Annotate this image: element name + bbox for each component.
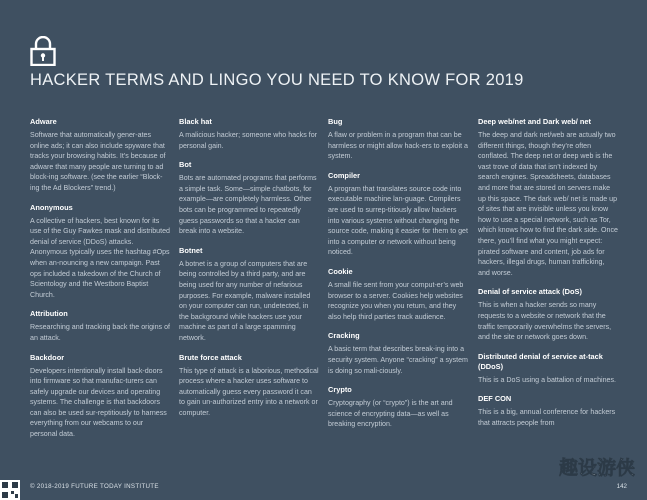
term-name: Cracking xyxy=(328,331,360,341)
glossary-column-2 xyxy=(179,117,319,427)
term-definition: A flaw or problem in a program that can be harmless or might allow hack-ers to exploit a system. xyxy=(328,131,468,161)
term-name: Compiler xyxy=(328,170,361,180)
glossary-entry-cookie xyxy=(328,267,468,322)
term-name: Botnet xyxy=(179,245,203,255)
glossary-entry-cracking xyxy=(328,331,468,376)
glossary-entry-backdoor xyxy=(30,353,170,440)
glossary-column-1 xyxy=(30,117,170,449)
term-definition: This type of attack is a laborious, methodical process where a hacker uses software to automatically guess every password it can to gain un-authorized entry into a network or computer. xyxy=(179,366,319,417)
term-name: DEF CON xyxy=(478,394,512,404)
glossary-column-4 xyxy=(478,117,618,437)
glossary-entry-adware xyxy=(30,117,170,194)
glossary-entry-brute-force-attack xyxy=(179,353,319,419)
term-name: Attribution xyxy=(30,309,68,319)
term-name: Backdoor xyxy=(30,352,65,362)
term-definition: A program that translates source code into executable machine lan-guage. Compilers are used to surrep-titiously allow hackers into various systems without changing the source code, making it easier for them to get into a computer or network without being noticed. xyxy=(328,184,468,257)
page-title: HACKER TERMS AND LINGO YOU NEED TO KNOW FOR 2019 xyxy=(30,71,524,89)
glossary-entry-bug xyxy=(328,117,468,162)
glossary-entry-attribution xyxy=(30,309,170,343)
term-name: Anonymous xyxy=(30,202,73,212)
term-definition: Software that automatically gener-ates online ads; it can also include spyware that tracks your browsing habits. It’s because of adware that many people are turning to ad block-ing software. (see the earlier “Block-ing the Ad Blockers” trend.) xyxy=(30,131,166,192)
watermark-text: 趣设游侠 xyxy=(558,457,635,479)
term-name: Brute force attack xyxy=(179,352,242,362)
glossary-entry-compiler xyxy=(328,171,468,258)
term-definition: This is a DoS using a battalion of machines. xyxy=(478,375,617,384)
term-name: Cookie xyxy=(328,266,353,276)
lock-icon xyxy=(30,36,56,66)
page-footer xyxy=(0,476,647,500)
glossary-entry-dos xyxy=(478,287,618,342)
glossary-entry-bot xyxy=(179,160,319,237)
glossary-entry-black-hat xyxy=(179,117,319,151)
term-name: Black hat xyxy=(179,117,212,126)
term-name: Bug xyxy=(328,117,343,126)
term-definition: A malicious hacker; someone who hacks for personal gain. xyxy=(179,131,317,150)
term-definition: Cryptography (or “crypto”) is the art and science of encrypting data—as well as breaking encryption. xyxy=(328,399,453,429)
glossary-entry-deep-dark-web xyxy=(478,117,618,278)
term-definition: Researching and tracking back the origins of an attack. xyxy=(30,323,170,342)
term-definition: A botnet is a group of computers that are being controlled by a third party, and are being used for any number of nefarious purposes. For example, malware installed on your computer can run, undetected, in the background while hackers use your machine as part of a large spamming network. xyxy=(179,259,311,342)
glossary-entry-botnet xyxy=(179,246,319,344)
glossary-entry-def-con xyxy=(478,394,618,428)
term-name: Distributed denial of service at-tack (DDoS) xyxy=(478,351,603,371)
term-definition: This is when a hacker sends so many requests to a website or network that the traffic temporarily overwhelms the servers, and the site or network goes down. xyxy=(478,301,612,342)
term-name: Adware xyxy=(30,117,57,126)
term-definition: This is a big, annual conference for hackers that attracts people from xyxy=(478,408,616,427)
glossary-entry-ddos xyxy=(478,352,618,386)
term-definition: A small file sent from your comput-er’s web browser to a server. Cookies help websites recognize you when you return, and they also help third parties track audience. xyxy=(328,280,464,321)
term-definition: A basic term that describes break-ing into a security system. Anyone “cracking” a system is doing so mali-ciously. xyxy=(328,345,468,375)
glossary-entry-crypto xyxy=(328,385,468,430)
term-definition: The deep and dark net/web are actually two different things, though they’re often conflated. The deep net or deep web is the vast trove of data that isn’t indexed by search engines. Spreadsheets, databases and more that are stored on servers make up this space. The dark web/ net is made up of sites that are invisible unless you know how to use a special network, such as Tor, which knows how to find the dark side. Once there, you’ll find what you might expect: pirated software and content, job ads for hackers, illegal drugs, human trafficking, and worse. xyxy=(478,131,618,277)
term-name: Deep web/net and Dark web/ net xyxy=(478,117,591,126)
term-definition: A collective of hackers, best known for its use of the Guy Fawkes mask and distributed denial of service (DDoS) attacks. Anonymous typically uses the hashtag #Ops when an-nouncing a new campaign. Past ops included a takedown of the Church of Scientology and the Westboro Baptist Church. xyxy=(30,216,170,299)
term-name: Denial of service attack (DoS) xyxy=(478,287,582,297)
term-name: Crypto xyxy=(328,385,352,395)
term-definition: Bots are automated programs that performs a simple task. Some—simple chatbots, for example—are completely harmless. Other bots can be programmed to repeatedly guess passwords so that a hacker can break into a website. xyxy=(179,174,317,236)
glossary-entry-anonymous xyxy=(30,203,170,301)
page-number: 142 xyxy=(616,483,627,490)
term-name: Bot xyxy=(179,160,192,170)
footer-copyright: © 2018-2019 FUTURE TODAY INSTITUTE xyxy=(30,483,159,490)
glossary-column-3 xyxy=(328,117,468,439)
term-definition: Developers intentionally install back-doors into firmware so that manufac-turers can safely upgrade our devices and operating systems. The challenge is that backdoors can also be used sur-reptitiously to harness everything from our webcams to our personal data. xyxy=(30,366,167,439)
